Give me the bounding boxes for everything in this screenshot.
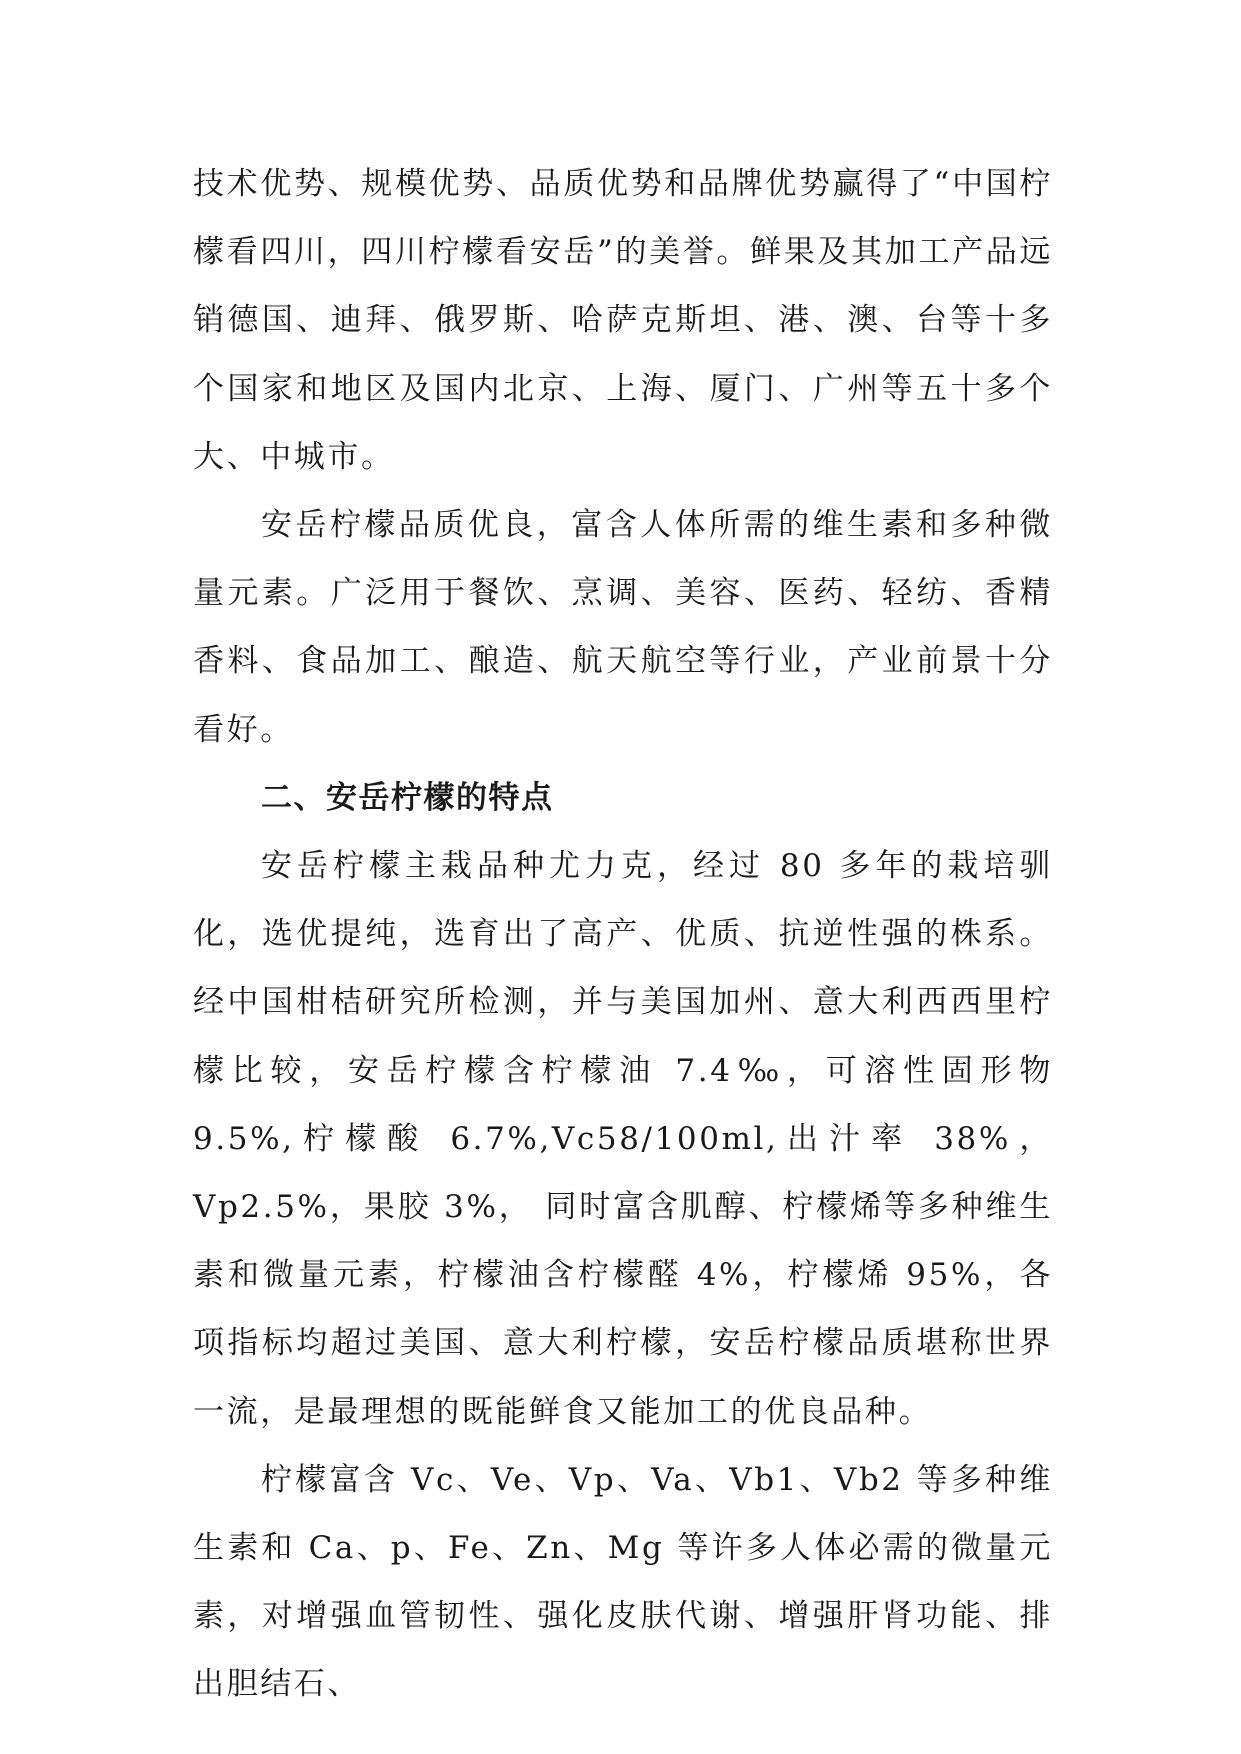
section-heading: 二、安岳柠檬的特点 xyxy=(261,779,554,816)
paragraph-export-markets: 技术优势、规模优势、品质优势和品牌优势赢得了“中国柠檬看四川，四川柠檬看安岳”的美誉。鲜果及其加工产品远销德国、迪拜、俄罗斯、哈萨克斯坦、港、澳、台等十多个国家和地区及国内北京、上海、厦门、广州等五十多个大、中城市。 xyxy=(193,166,1053,475)
paragraph-vitamins-minerals: 柠檬富含 Vc、Ve、Vp、Va、Vb1、Vb2 等多种维生素和 Ca、p、Fe、Zn、Mg 等许多人体必需的微量元素，对增强血管韧性、强化皮肤代谢、增强肝肾功能、排出胆结石、 xyxy=(193,1461,1053,1703)
paragraph-quality-uses: 安岳柠檬品质优良，富含人体所需的维生素和多种微量元素。广泛用于餐饮、烹调、美容、医药、轻纺、香精香料、食品加工、酿造、航天航空等行业，产业前景十分看好。 xyxy=(193,507,1053,748)
document-body xyxy=(193,150,1053,1719)
paragraph-variety-analysis: 安岳柠檬主栽品种尤力克，经过 80 多年的栽培驯化，选优提纯，选育出了高产、优质、抗逆性强的株系。经中国柑桔研究所检测，并与美国加州、意大利西西里柠檬比较，安岳柠檬含柠檬油 7.4‰，可溶性固形物 9.5%,柠檬酸 6.7%,Vc58/100ml,出汁率 38%，Vp2.5%，果胶 3%， 同时富含肌醇、柠檬烯等多种维生素和微量元素，柠檬油含柠檬醛 4%，柠檬烯 95%，各项指标均超过美国、意大利柠檬，安岳柠檬品质堪称世界一流，是最理想的既能鲜食又能加工的优良品种。 xyxy=(193,848,1053,1430)
